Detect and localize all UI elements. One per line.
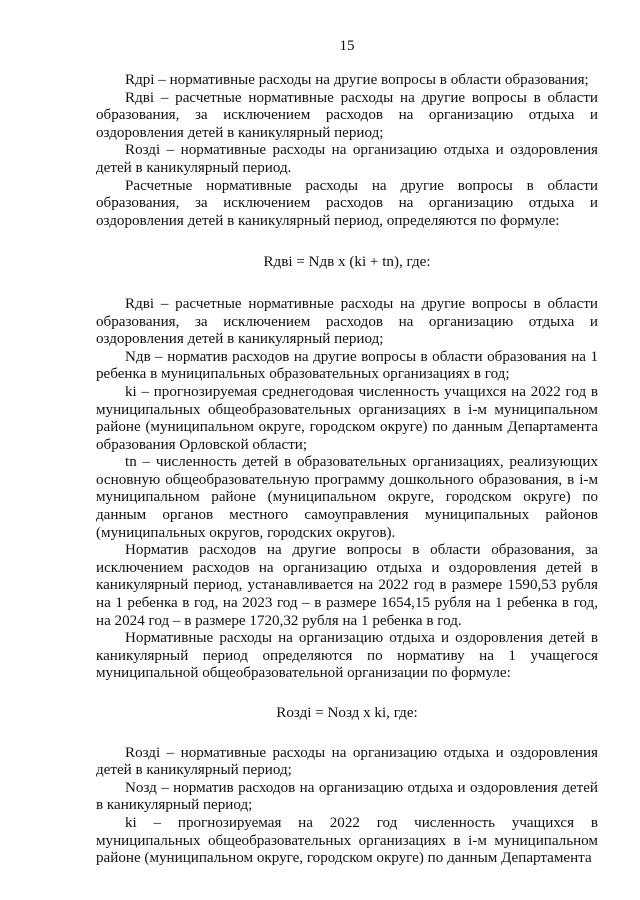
definition-rdv-repeat: Rдвi – расчетные нормативные расходы на другие вопросы в области образования, за исключением расходов на организацию отдыха и оздоровления детей в каникулярный период;	[96, 295, 598, 348]
definition-rozd: Rоздi – нормативные расходы на организацию отдыха и оздоровления детей в каникулярный период.	[96, 142, 598, 176]
formula-intro-rozd: Нормативные расходы на организацию отдыха и оздоровления детей в каникулярный период определяются по нормативу на 1 учащегося муниципальной общеобразовательной организации по формуле:	[96, 630, 598, 682]
definition-rdr: Rдрi – нормативные расходы на другие вопросы в области образования;	[125, 72, 589, 88]
definition-rozd-repeat: Rоздi – нормативные расходы на организацию отдыха и оздоровления детей в каникулярный период;	[96, 744, 598, 779]
definition-rdv: Rдвi – расчетные нормативные расходы на другие вопросы в области образования, за исключением расходов на организацию отдыха и оздоровления детей в каникулярный период;	[96, 89, 598, 141]
definition-tn: tn – численность детей в образовательных организациях, реализующих основную общеобразовательную программу дошкольного образования, в i-м муниципальном районе (муниципальном округе, городском округе) по данным органов местного самоуправления муниципальных районов (муниципальных округов, городских округов).	[96, 454, 598, 541]
definition-ki-repeat: ki – прогнозируемая на 2022 год численность учащихся в муниципальных общеобразовательных организациях в i-м муниципальном районе (муниципальном округе, городском округе) по данным Департамента	[96, 814, 598, 867]
formula-intro-rdv: Расчетные нормативные расходы на другие вопросы в области образования, за исключением расходов на организацию отдыха и оздоровления детей в каникулярный период, определяются по формуле:	[96, 177, 598, 229]
page-number: 15	[339, 38, 355, 54]
norm-amount-paragraph: Норматив расходов на другие вопросы в области образования, за исключением расходов на организацию отдыха и оздоровления детей в каникулярный период, устанавливается на 2022 год в размере 1590,53 рубля на 1 ребенка в год, на 2023 год – в размере 1654,15 рубля на 1 ребенка в год, на 2024 год – в размере 1720,32 рубля на 1 ребенка в год.	[96, 542, 598, 629]
formula-rdv: Rдвi = Nдв x (ki + tn), где:	[263, 254, 431, 271]
document-page	[96, 38, 598, 868]
definition-nozd: Nозд – норматив расходов на организацию отдыха и оздоровления детей в каникулярный период;	[96, 779, 598, 814]
definition-ndv: Nдв – норматив расходов на другие вопросы в области образования на 1 ребенка в муниципальных образовательных организациях в год;	[96, 348, 598, 383]
definition-ki: ki – прогнозируемая среднегодовая численность учащихся на 2022 год в муниципальных общеобразовательных организациях в i-м муниципальном районе (муниципальном округе, городском округе) по данным Департамента образования Орловской области;	[96, 383, 598, 453]
formula-rozd: Rоздi = Nозд x ki, где:	[276, 705, 418, 721]
